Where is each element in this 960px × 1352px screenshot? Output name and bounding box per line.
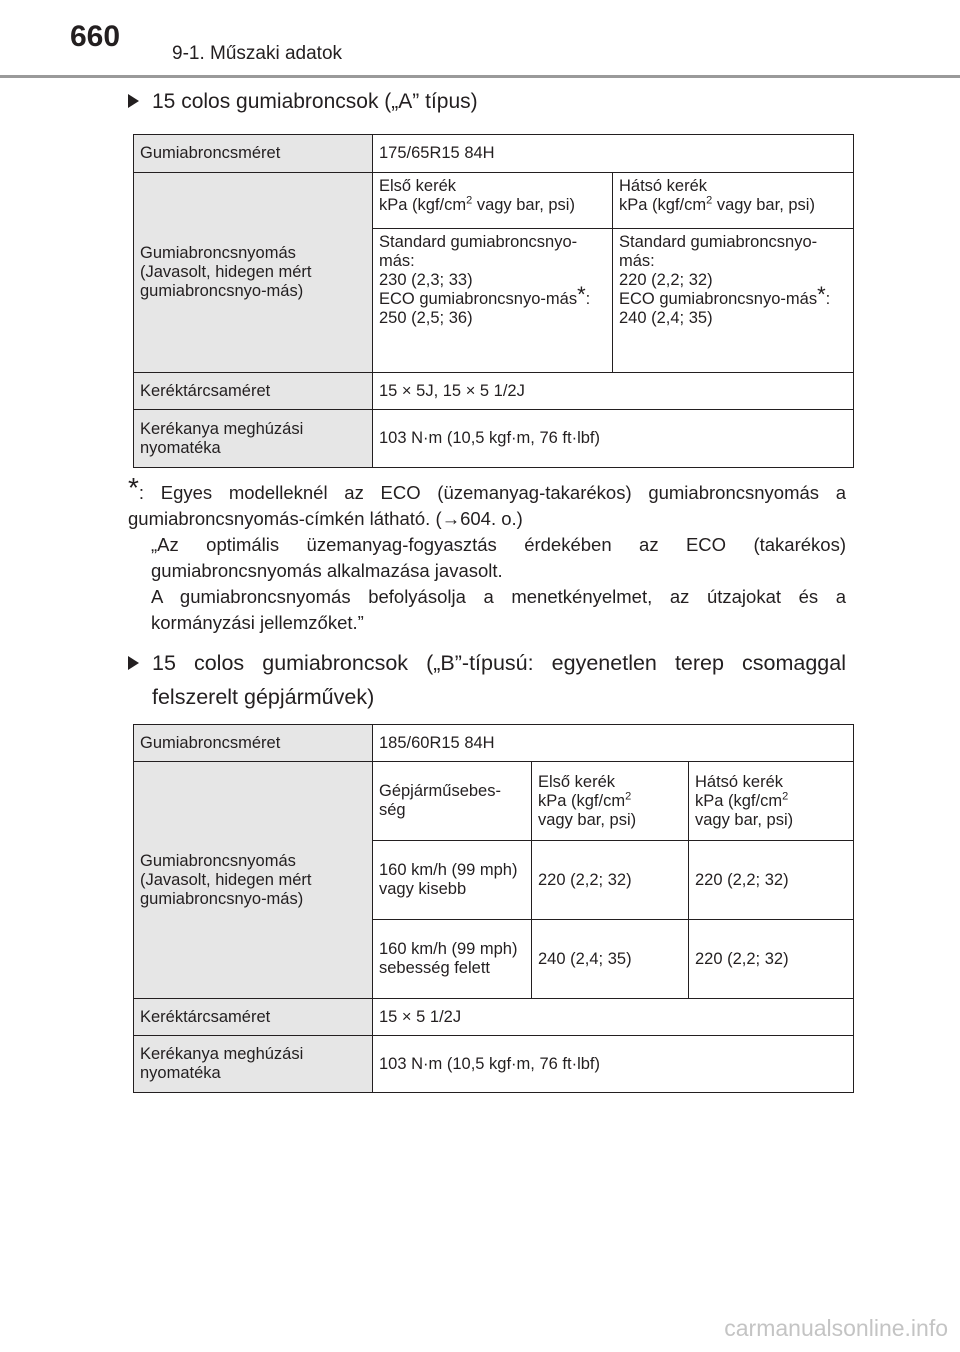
front-pressure-cell: 220 (2,2; 32) (532, 841, 689, 920)
page-number: 660 (70, 20, 121, 53)
rear-wheel-header: Hátsó kerék kPa ($kgf/cm^2$ vagy bar, psi) (689, 762, 854, 841)
front-wheel-header: Első kerék kPa ($kgf/cm^2$ vagy bar, psi) (532, 762, 689, 841)
rear-pressure-cell: 220 (2,2; 32) (689, 841, 854, 920)
rim-size-label: Keréktárcsaméret (134, 373, 373, 410)
speed-cell: 160 km/h (99 mph) sebesség felett (373, 920, 532, 999)
footnote-line-1: : Egyes modelleknél az ECO (üzemanyag-takarékos) gumiabroncsnyomás a gumiabroncsnyomás-címkén látható. (→604. o.) (128, 482, 846, 529)
watermark: carmanualsonline.info (724, 1315, 948, 1341)
torque-value: 103 N·m (10,5 kgf·m, 76 ft·lbf) (373, 1036, 854, 1093)
front-pressure-cell: 240 (2,4; 35) (532, 920, 689, 999)
rear-pressure-values: Standard gumiabroncsnyo-más: 220 (2,2; 32) ECO gumiabroncsnyo-más*: 240 (2,4; 35) (613, 229, 854, 373)
bullet-triangle-icon (128, 94, 139, 108)
tire-spec-table-a (133, 134, 854, 468)
speed-header: Gépjárműsebes-ség (373, 762, 532, 841)
rim-size-value: 15 × 5J, 15 × 5 1/2J (373, 373, 854, 410)
tire-size-value: 175/65R15 84H (373, 135, 854, 173)
tire-spec-table-b (133, 724, 854, 1093)
chapter-title: 9-1. Műszaki adatok (172, 43, 343, 64)
tire-size-label: Gumiabroncsméret (134, 725, 373, 762)
rim-size-label: Keréktárcsaméret (134, 999, 373, 1036)
pressure-label: Gumiabroncsnyomás (Javasolt, hidegen mért gumiabroncsnyo-más) (134, 762, 373, 999)
eco-footnote (128, 472, 846, 636)
footnote-line-2: „Az optimális üzemanyag-fogyasztás érdekében az ECO (takarékos) gumiabroncsnyomás alkalmazása javasolt. (151, 534, 846, 581)
torque-label: Kerékanya meghúzási nyomatéka (134, 1036, 373, 1093)
pressure-label: Gumiabroncsnyomás (Javasolt, hidegen mért gumiabroncsnyo-más) (134, 173, 373, 373)
header-divider (0, 75, 960, 78)
section-a-heading: 15 colos gumiabroncsok („A” típus) (128, 86, 848, 118)
torque-label: Kerékanya meghúzási nyomatéka (134, 410, 373, 468)
front-pressure-values: Standard gumiabroncsnyo-más: 230 (2,3; 33) ECO gumiabroncsnyo-más*: 250 (2,5; 36) (373, 229, 613, 373)
rear-wheel-header: Hátsó kerék kPa ($kgf/cm^2$ vagy bar, psi) (613, 173, 854, 229)
rear-pressure-cell: 220 (2,2; 32) (689, 920, 854, 999)
torque-value: 103 N·m (10,5 kgf·m, 76 ft·lbf) (373, 410, 854, 468)
footnote-line-3: A gumiabroncsnyomás befolyásolja a menetkényelmet, az útzajokat és a kormányzási jellemzőket.” (151, 586, 846, 633)
bullet-triangle-icon (128, 656, 139, 670)
tire-size-value: 185/60R15 84H (373, 725, 854, 762)
speed-cell: 160 km/h (99 mph) vagy kisebb (373, 841, 532, 920)
front-wheel-header: Első kerék kPa ($kgf/cm^2$ vagy bar, psi) (373, 173, 613, 229)
tire-size-label: Gumiabroncsméret (134, 135, 373, 173)
footnote-star: * (128, 472, 139, 503)
section-b-heading: 15 colos gumiabroncsok („B”-típusú: egyenetlen terep csomaggal felszerelt gépjárművek) (128, 646, 846, 714)
rim-size-value: 15 × 5 1/2J (373, 999, 854, 1036)
